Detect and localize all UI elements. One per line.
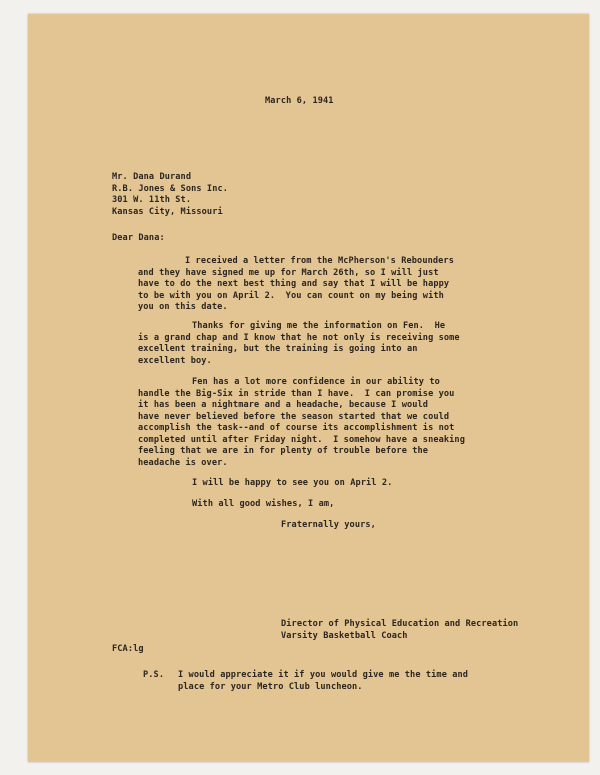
letter-paper	[28, 14, 589, 762]
paragraph1-line2: and they have signed me up for March 26th, so I will just	[138, 267, 439, 278]
paragraph1-line4: to be with you on April 2. You can count on my being with	[138, 290, 444, 301]
letter-date: March 6, 1941	[265, 96, 334, 106]
paragraph2-line1: Thanks for giving me the information on Fen. He	[192, 321, 446, 331]
paragraph1-line1: I received a letter from the McPherson's Rebounders	[185, 256, 454, 266]
paragraph3-line3: it has been a nightmare and a headache, because I would	[138, 400, 429, 410]
paragraph3-line6: completed until after Friday night. I somehow have a sneaking	[138, 434, 465, 445]
recipient-name: Mr. Dana Durand	[112, 172, 192, 182]
paragraph3-line7: feeling that we are in for plenty of trouble before the	[138, 446, 429, 456]
paragraph2-line2: is a grand chap and I know that he not only is receiving some	[138, 332, 460, 343]
signature-title-line2: Varsity Basketball Coach	[281, 630, 408, 641]
postscript-line2: place for your Metro Club luncheon.	[178, 681, 363, 692]
paragraph1-line5: you on this date.	[138, 302, 228, 312]
typist-initials: FCA:lg	[112, 644, 144, 654]
recipient-street: 301 W. 11th St.	[112, 195, 192, 205]
paragraph3-line4: have never believed before the season started that we could	[138, 411, 450, 422]
postscript-line1: I would appreciate it if you would give me the time and	[178, 670, 469, 680]
closing: Fraternally yours,	[281, 520, 376, 530]
paragraph1-line3: have to do the next best thing and say that I will be happy	[138, 279, 450, 289]
wishes-line: With all good wishes, I am,	[192, 499, 335, 509]
paragraph3-line1: Fen has a lot more confidence in our ability to	[192, 377, 440, 387]
postscript-label: P.S.	[143, 670, 165, 680]
signature-title-line1: Director of Physical Education and Recreation	[281, 619, 519, 629]
recipient-city: Kansas City, Missouri	[112, 206, 223, 217]
paragraph3-line2: handle the Big-Six in stride than I have. I can promise you	[138, 388, 455, 399]
paragraph3-line5: accomplish the task--and of course its accomplishment is not	[138, 423, 455, 433]
paragraph2-line3: excellent training, but the training is going into an	[138, 344, 418, 354]
paragraph2-line4: excellent boy.	[138, 355, 212, 366]
salutation: Dear Dana:	[112, 233, 165, 243]
see-you-line: I will be happy to see you on April 2.	[192, 478, 393, 488]
paragraph3-line8: headache is over.	[138, 457, 228, 468]
recipient-company: R.B. Jones & Sons Inc.	[112, 183, 229, 194]
